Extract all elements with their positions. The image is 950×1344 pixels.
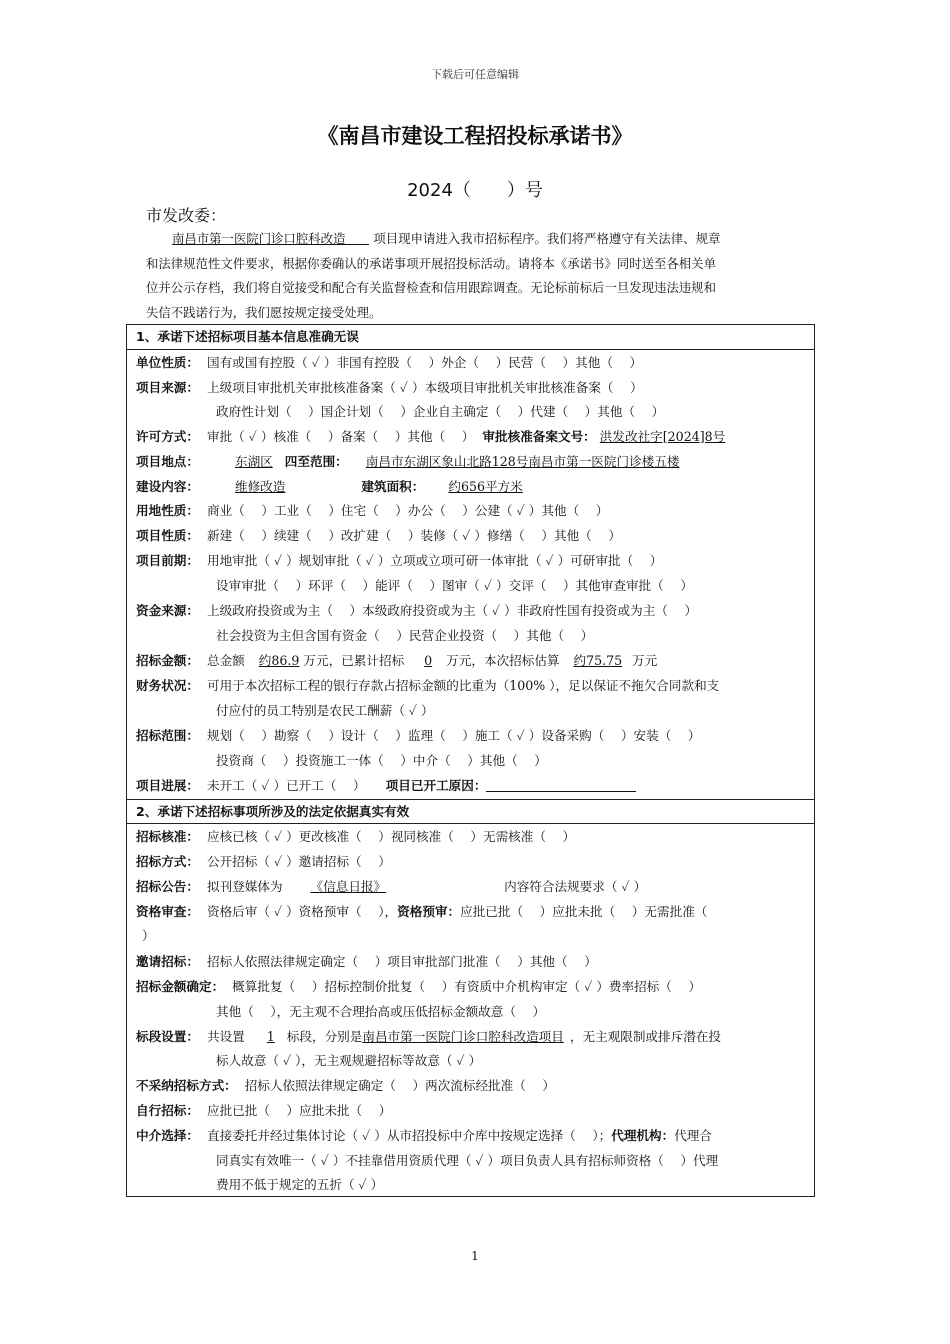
row-invite — [136, 950, 597, 974]
label: 项目来源： — [136, 380, 199, 395]
row-not-adopt — [136, 1074, 555, 1098]
row-agency-3: 费用不低于规定的五折（ ✓ ） — [216, 1177, 384, 1192]
row-project-source — [136, 376, 643, 400]
document-number: 2024（ ）号 — [407, 180, 543, 201]
value: 可用于本次招标工程的银行存款占招标金额的比重为（100% ），足以保证不拖欠合同款和支 — [206, 678, 720, 693]
doc-label: 审批核准备案文号： — [482, 429, 596, 444]
pre-value: 应批已批（ ）应批未批（ ）无需批准（ — [460, 904, 708, 919]
addressee: 市发改委： — [146, 206, 227, 225]
value: 东湖区 — [234, 454, 273, 469]
amount-mid2: 万元，本次招标估算 — [446, 653, 560, 668]
row-progress — [136, 774, 636, 798]
label: 招标方式： — [136, 854, 199, 869]
row-permit — [136, 425, 725, 449]
intro-line-2: 和法律规范性文件要求，根据你委确认的承诺事项开展招投标活动。请将本《承诺书》同时送至各相关单 — [146, 255, 716, 271]
value: 应批已批（ ）应批未批（ ） — [206, 1103, 392, 1118]
lots-mid: 标段，分别是 — [286, 1029, 363, 1044]
value: 新建（ ）续建（ ）改扩建（ ）装修（ ✓ ）修缮（ ）其他（ ） — [206, 528, 621, 543]
value: 应核已核（ ✓ ）更改核准（ ）视同核准（ ）无需核准（ ） — [206, 829, 576, 844]
label: 项目性质： — [136, 528, 199, 543]
value: 维修改造 — [234, 479, 286, 494]
row-qualification-tail: ） — [142, 928, 155, 943]
amount-pre: 总金额 — [206, 653, 245, 668]
value: 上级项目审批机关审批核准备案（ ✓ ）本级项目审批机关审批核准备案（ ） — [206, 380, 643, 395]
row-agency-2: 同真实有效唯一（ ✓ ）不挂靠借用资质代理（ ✓ ）项目负责人具有招标师资格（ ）代理 — [216, 1153, 719, 1168]
amount-total: 约86.9 — [258, 653, 300, 668]
commitment-form — [126, 324, 815, 1197]
label: 项目前期： — [136, 553, 199, 568]
row-qualification — [136, 900, 707, 924]
row-land-nature — [136, 499, 608, 523]
label: 中介选择： — [136, 1128, 199, 1143]
scope-value: 南昌市东湖区象山北路128号南昌市第一医院门诊楼五楼 — [365, 454, 680, 469]
value: 未开工（ ✓ ）已开工（ ） — [206, 778, 366, 793]
value: 概算批复（ ）招标控制价批复（ ）有资质中介机构审定（ ✓ ）费率招标（ ） — [232, 979, 702, 994]
row-lots-2: 标人故意（ ✓ ），无主观规避招标等故意（ ✓ ） — [216, 1053, 482, 1068]
value: 上级政府投资或为主（ ）本级政府投资或为主（ ✓ ）非政府性国有投资或为主（ ） — [206, 603, 698, 618]
value: 直接委托并经过集体讨论（ ✓ ）从市招投标中介库中按规定选择（ ）； — [206, 1128, 612, 1143]
row-project-nature — [136, 524, 621, 548]
row-funding-2: 社会投资为主但含国有资金（ ）民营企业投资（ ）其他（ ） — [216, 628, 594, 643]
label: 邀请招标： — [136, 954, 199, 969]
page-number: 1 — [471, 1249, 479, 1263]
row-agency — [136, 1124, 712, 1148]
label: 用地性质： — [136, 503, 199, 518]
agent-label: 代理机构： — [611, 1128, 675, 1143]
doc-value: 洪发改社字[2024]8号 — [599, 429, 726, 444]
value: 招标人依照法律规定确定（ ）项目审批部门批准（ ）其他（ ） — [206, 954, 597, 969]
row-finance-2: 付应付的员工特别是农民工酬薪（ ✓ ） — [216, 703, 434, 718]
amount-post: 万元 — [632, 653, 658, 668]
row-scope — [136, 724, 701, 748]
label: 招标公告： — [136, 879, 199, 894]
label: 建设内容： — [136, 479, 199, 494]
row-unit-nature — [136, 351, 642, 375]
notice-pre: 拟刊登媒体为 — [206, 879, 283, 894]
reason-blank — [486, 777, 636, 792]
label: 许可方式： — [136, 429, 199, 444]
label: 资格审查： — [136, 904, 199, 919]
row-preliminary — [136, 549, 662, 573]
row-self — [136, 1099, 391, 1123]
scope-label: 四至范围： — [284, 454, 348, 469]
row-project-source-2: 政府性计划（ ）国企计划（ ）企业自主确定（ ）代建（ ）其他（ ） — [216, 404, 665, 419]
amount-accum: 0 — [424, 653, 433, 668]
label: 招标范围： — [136, 728, 199, 743]
value: 审批（ ✓ ）核准（ ）备案（ ）其他（ ） — [206, 429, 475, 444]
label: 财务状况： — [136, 678, 199, 693]
intro-paragraph — [146, 227, 811, 326]
area-value: 约656平方米 — [448, 479, 523, 494]
row-finance — [136, 674, 719, 698]
row-funding — [136, 599, 697, 623]
value: 招标人依照法律规定确定（ ）两次流标经批准（ ） — [244, 1078, 556, 1093]
label: 资金来源： — [136, 603, 199, 618]
row-scope-2: 投资商（ ）投资施工一体（ ）中介（ ）其他（ ） — [216, 753, 547, 768]
row-content — [136, 475, 543, 499]
intro-line-3: 位并公示存档，我们将自觉接受和配合有关监督检查和信用跟踪调查。无论标前标后一旦发现违法违规和 — [146, 280, 716, 296]
intro-project-name: 南昌市第一医院门诊口腔科改造 — [172, 231, 346, 246]
row-amount — [136, 649, 657, 673]
label: 招标金额确定： — [136, 979, 225, 994]
row-method — [136, 850, 391, 874]
value: 国有或国有控股（ ✓ ）非国有控股（ ）外企（ ）民营（ ）其他（ ） — [206, 355, 643, 370]
row-location — [136, 450, 695, 474]
amount-mid1: 万元，已累计招标 — [303, 653, 405, 668]
row-amount-confirm-2: 其他（ ），无主观不合理抬高或压低招标金额故意（ ） — [216, 1004, 546, 1019]
agent-value: 代理合 — [674, 1128, 712, 1143]
area-label: 建筑面积： — [361, 479, 425, 494]
value: 公开招标（ ✓ ）邀请招标（ ） — [206, 854, 391, 869]
label: 项目进展： — [136, 778, 199, 793]
value: 用地审批（ ✓ ）规划审批（ ✓ ）立项或立项可研一体审批（ ✓ ）可研审批（ ） — [206, 553, 663, 568]
label: 招标金额： — [136, 653, 199, 668]
label: 自行招标： — [136, 1103, 199, 1118]
label: 标段设置： — [136, 1029, 199, 1044]
label: 不采纳招标方式： — [136, 1078, 237, 1093]
notice-media: 《信息日报》 — [310, 879, 387, 894]
row-verify — [136, 825, 575, 849]
value: 规划（ ）勘察（ ）设计（ ）监理（ ）施工（ ✓ ）设备采购（ ）安装（ ） — [206, 728, 701, 743]
label: 单位性质： — [136, 355, 199, 370]
row-lots — [136, 1025, 721, 1049]
lots-count: 1 — [266, 1029, 275, 1044]
value: 商业（ ）工业（ ）住宅（ ）办公（ ）公建（ ✓ ）其他（ ） — [206, 503, 609, 518]
section-2-heading: 2、承诺下述招标事项所涉及的法定依据真实有效 — [127, 799, 814, 824]
lots-name: 南昌市第一医院门诊口腔科改造项目 — [362, 1029, 564, 1044]
label: 项目地点： — [136, 454, 199, 469]
header-note: 下载后可任意编辑 — [431, 68, 519, 81]
label: 招标核准： — [136, 829, 199, 844]
row-notice — [136, 875, 646, 899]
notice-post: 内容符合法规要求（ ✓ ） — [504, 879, 647, 894]
row-preliminary-2: 设审审批（ ）环评（ ）能评（ ）图审（ ✓ ）交评（ ）其他审查审批（ ） — [216, 578, 693, 593]
intro-line-4: 失信不践诺行为，我们愿按规定接受处理。 — [146, 305, 382, 321]
lots-pre: 共设置 — [206, 1029, 245, 1044]
lots-post: ，无主观限制或排斥潜在投 — [569, 1029, 721, 1044]
value: 资格后审（ ✓ ）资格预审（ ）， — [206, 904, 398, 919]
document-title: 《南昌市建设工程招投标承诺书》 — [317, 124, 633, 148]
section-1-heading: 1、承诺下述招标项目基本信息准确无误 — [127, 325, 814, 350]
pre-label: 资格预审： — [397, 904, 461, 919]
amount-estimate: 约75.75 — [573, 653, 623, 668]
intro-text-1: 项目现申请进入我市招标程序。我们将严格遵守有关法律、规章 — [373, 231, 721, 246]
row-amount-confirm — [136, 975, 701, 999]
reason-label: 项目已开工原因： — [385, 778, 487, 793]
